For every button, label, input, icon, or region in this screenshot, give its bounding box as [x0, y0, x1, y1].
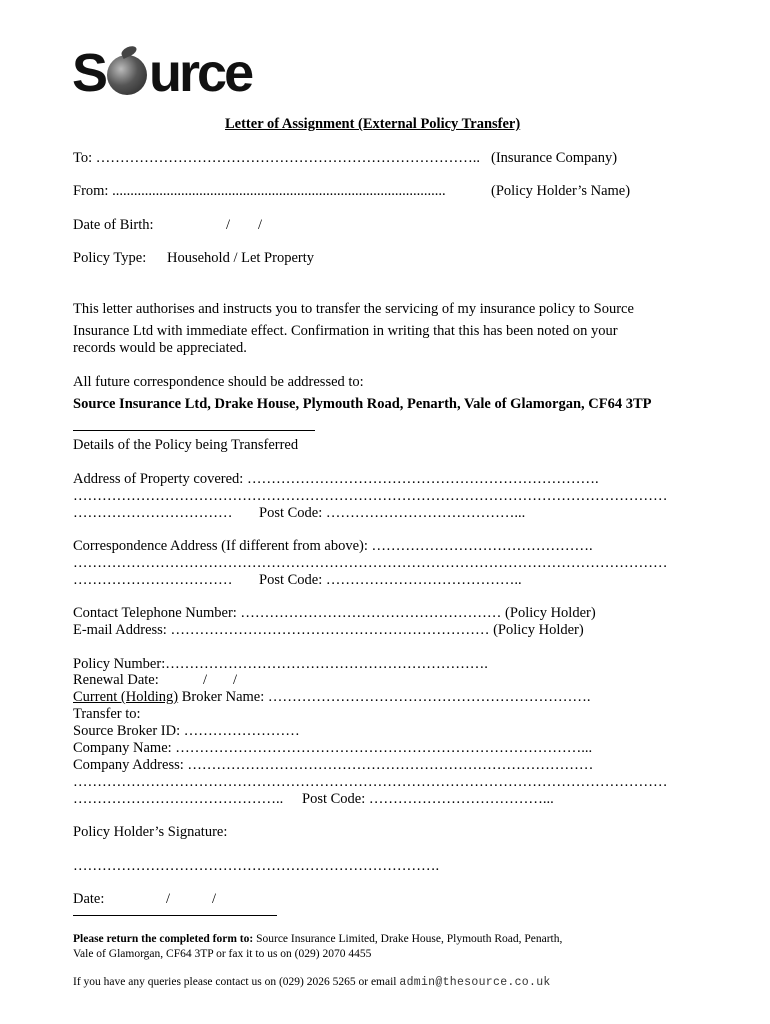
renewal-date-label: Renewal Date: — [73, 672, 159, 688]
body-line: Insurance Ltd with immediate effect. Confirmation in writing that this has been noted on your — [73, 323, 618, 339]
company-address-field[interactable]: Company Address: ………………………………………………………………………… — [73, 757, 594, 773]
company-name-field[interactable]: Company Name: …………………………………………………………………………... — [73, 740, 593, 756]
return-instructions-heading: Please return the completed form to: — [73, 933, 254, 945]
body-line: records would be appreciated. — [73, 340, 247, 356]
date-underline — [73, 915, 277, 916]
apple-icon — [107, 55, 147, 95]
document-title: Letter of Assignment (External Policy Transfer) — [225, 116, 521, 132]
return-instructions — [73, 932, 562, 946]
correspondence-instruction: All future correspondence should be addressed to: — [73, 374, 364, 390]
telephone-field[interactable]: Contact Telephone Number: ……………………………………………… (Policy Holder) — [73, 605, 596, 621]
queries-text: If you have any queries please contact us on (029) 2026 5265 or email — [73, 976, 400, 988]
company-address-line[interactable]: …………………………………………………………………………………………………………… — [73, 774, 668, 790]
company-address-line[interactable]: …………………………………….. — [73, 791, 284, 807]
section-divider — [73, 430, 315, 431]
current-broker-rest: Broker Name: …………………………………………………………. — [178, 689, 591, 705]
property-address-line[interactable]: …………………………………………………………………………………………………………… — [73, 488, 668, 504]
dob-label: Date of Birth: — [73, 217, 154, 233]
property-postcode-field[interactable]: Post Code: …………………………………... — [259, 505, 526, 521]
correspondence-address-line[interactable]: …………………………………………………………………………………………………………… — [73, 555, 668, 571]
current-broker-label: Current (Holding) — [73, 689, 179, 705]
to-note: (Insurance Company) — [491, 150, 618, 166]
date-separator: / — [166, 891, 171, 907]
source-logo: S urce — [72, 43, 252, 103]
return-address-line: Source Insurance Limited, Drake House, Plymouth Road, Penarth, — [253, 933, 563, 945]
correspondence-address-field[interactable]: Correspondence Address (If different from above): ………………………………………. — [73, 538, 593, 554]
date-separator: / — [212, 891, 217, 907]
policy-type-value: Household / Let Property — [167, 250, 314, 266]
source-broker-id-field[interactable]: Source Broker ID: …………………… — [73, 723, 300, 739]
property-address-field[interactable]: Address of Property covered: ………………………………………………………………. — [73, 471, 599, 487]
property-address-line[interactable]: …………………………… — [73, 505, 233, 521]
renewal-date-separator: / — [203, 672, 208, 688]
company-postcode-field[interactable]: Post Code: ………………………………... — [302, 791, 554, 807]
source-address: Source Insurance Ltd, Drake House, Plymouth Road, Penarth, Vale of Glamorgan, CF64 3TP — [73, 396, 652, 412]
policy-number-field[interactable]: Policy Number:…………………………………………………………. — [73, 656, 488, 672]
policy-type-label: Policy Type: — [73, 250, 147, 266]
from-note: (Policy Holder’s Name) — [491, 183, 631, 199]
from-field[interactable]: From: ............................................................................................ — [73, 183, 446, 199]
transfer-to-label: Transfer to: — [73, 706, 141, 722]
date-label: Date: — [73, 891, 105, 907]
dob-separator: / — [258, 217, 263, 233]
dob-separator: / — [226, 217, 231, 233]
details-heading: Details of the Policy being Transferred — [73, 437, 299, 453]
renewal-date-separator: / — [233, 672, 238, 688]
correspondence-address-line[interactable]: …………………………… — [73, 572, 233, 588]
return-address-line: Vale of Glamorgan, CF64 3TP or fax it to us on (029) 2070 4455 — [73, 948, 372, 960]
signature-label: Policy Holder’s Signature: — [73, 824, 228, 840]
email-link[interactable]: admin@thesource.co.uk — [399, 976, 551, 989]
correspondence-postcode-field[interactable]: Post Code: ………………………………….. — [259, 572, 522, 588]
email-field[interactable]: E-mail Address: ………………………………………………………… (Policy Holder) — [73, 622, 584, 638]
current-broker-field[interactable] — [73, 689, 591, 706]
to-field[interactable]: To: …………………………………………………………………….. — [73, 150, 480, 166]
body-line: This letter authorises and instructs you to transfer the servicing of my insurance policy to Source — [73, 301, 634, 317]
queries-line — [73, 975, 551, 990]
signature-line[interactable]: …………………………………………………………………. — [73, 858, 440, 874]
